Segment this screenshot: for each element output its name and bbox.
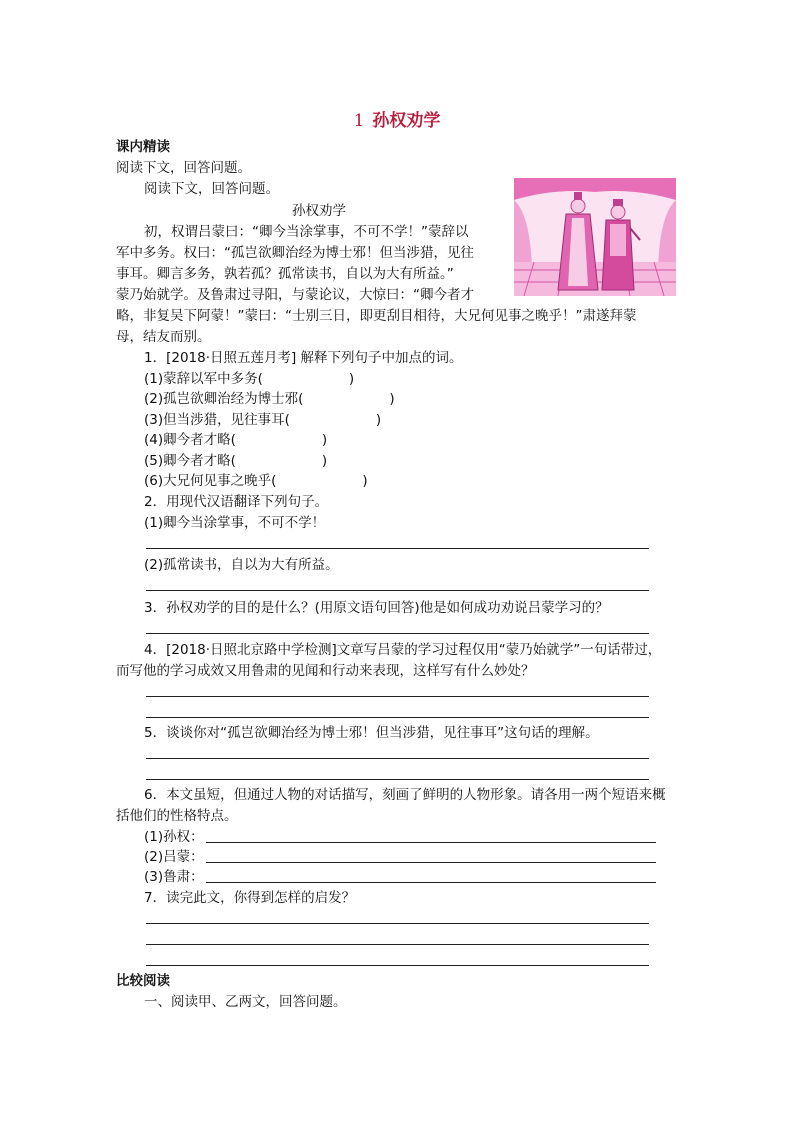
question-4-line: 4．[2018·日照北京路中学检测]文章写吕蒙的学习过程仅用“蒙乃始就学”一句话带过， <box>144 642 662 658</box>
close-paren: ) <box>321 432 328 448</box>
question-1-item <box>144 411 381 429</box>
passage-line: 略，非复吴下阿蒙！”蒙曰：“士别三日，即更刮目相待，大兄何见事之晚乎！”肃遂拜蒙 <box>116 308 637 324</box>
section-heading-intensive: 课内精读 <box>116 139 170 155</box>
answer-line[interactable] <box>206 862 656 863</box>
close-paren: ) <box>375 412 382 428</box>
item-text: (2)孤岂欲卿治经为博士邪( <box>144 391 304 407</box>
close-paren: ) <box>321 453 328 469</box>
passage-line: 军中多务。权曰：“孤岂欲卿治经为博士邪！但当涉猎，见往 <box>116 245 474 261</box>
answer-line[interactable] <box>146 758 649 759</box>
question-1-item <box>144 431 327 449</box>
answer-line[interactable] <box>146 548 649 549</box>
answer-line[interactable] <box>146 633 649 634</box>
question-2-item: (1)卿今当涂掌事，不可不学！ <box>144 515 326 531</box>
passage-title: 孙权劝学 <box>292 203 346 219</box>
question-5: 5．谈谈你对“孤岂欲卿治经为博士邪！但当涉猎，见往事耳”这句话的理解。 <box>144 725 599 741</box>
answer-line[interactable] <box>146 965 649 966</box>
question-1-item <box>144 452 327 470</box>
answer-line[interactable] <box>146 696 649 697</box>
item-text: (5)卿今者才略( <box>144 453 236 469</box>
question-1-stem: 1．[2018·日照五莲月考] 解释下列句子中加点的词。 <box>144 350 463 366</box>
page-title <box>0 106 794 131</box>
instruction: 一、阅读甲、乙两文，回答问题。 <box>144 994 347 1010</box>
answer-line[interactable] <box>146 923 649 924</box>
passage-line: 母，结友而别。 <box>116 329 211 345</box>
question-1-item <box>144 370 354 388</box>
answer-line[interactable] <box>146 717 649 718</box>
passage-line: 蒙乃始就学。及鲁肃过寻阳，与蒙论议，大惊曰：“卿今者才 <box>116 287 474 303</box>
question-6-item: (3)鲁肃： <box>144 869 204 885</box>
question-3: 3．孙权劝学的目的是什么？(用原文语句回答)他是如何成功劝说吕蒙学习的？ <box>144 600 609 616</box>
question-6-line: 6．本文虽短，但通过人物的对话描写，刻画了鲜明的人物形象。请各用一两个短语来概 <box>144 787 666 803</box>
item-text: (6)大兄何见事之晚乎( <box>144 473 277 489</box>
item-text: (1)蒙辞以军中多务( <box>144 371 263 387</box>
lesson-number: 1 <box>353 111 365 131</box>
close-paren: ) <box>362 473 368 489</box>
question-6-item: (1)孙权： <box>144 829 204 845</box>
item-text: (3)但当涉猎，见往事耳( <box>144 412 290 428</box>
question-7: 7．读完此文，你得到怎样的启发？ <box>144 890 356 906</box>
question-6-item: (2)吕蒙： <box>144 849 204 865</box>
question-1-item <box>144 472 368 490</box>
close-paren: ) <box>389 391 395 407</box>
illustration-image <box>514 178 676 296</box>
section-heading-comparative: 比较阅读 <box>116 973 170 989</box>
instruction-repeat: 阅读下文，回答问题。 <box>144 181 279 197</box>
answer-line[interactable] <box>146 944 649 945</box>
question-1-item <box>144 390 395 408</box>
question-4-line: 而写他的学习成效又用鲁肃的见闻和行动来表现，这样写有什么妙处？ <box>116 663 535 679</box>
close-paren: ) <box>348 371 355 387</box>
lesson-title: 孙权劝学 <box>372 111 441 131</box>
answer-line[interactable] <box>146 590 649 591</box>
question-6-line: 括他们的性格特点。 <box>116 808 238 824</box>
passage-line: 初，权谓吕蒙曰：“卿今当涂掌事，不可不学！”蒙辞以 <box>144 224 469 240</box>
instruction: 阅读下文，回答问题。 <box>116 160 251 176</box>
answer-line[interactable] <box>206 842 656 843</box>
question-2-stem: 2．用现代汉语翻译下列句子。 <box>144 494 329 510</box>
item-text: (4)卿今者才略( <box>144 432 236 448</box>
question-2-item: (2)孤常读书，自以为大有所益。 <box>144 557 339 573</box>
answer-line[interactable] <box>206 882 656 883</box>
answer-line[interactable] <box>146 779 649 780</box>
passage-line: 事耳。卿言多务，孰若孤？孤常读书，自以为大有所益。” <box>116 266 454 282</box>
